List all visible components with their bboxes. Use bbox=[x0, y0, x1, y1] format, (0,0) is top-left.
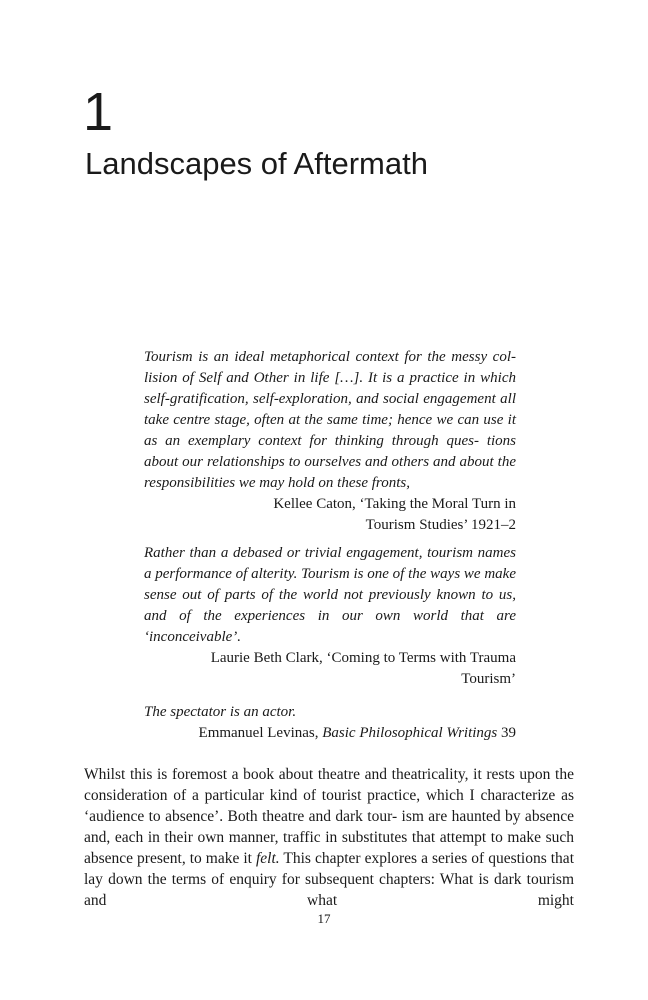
chapter-title: Landscapes of Aftermath bbox=[85, 146, 428, 181]
body-emphasis: felt. bbox=[255, 850, 280, 867]
epigraph-caton bbox=[144, 347, 516, 536]
epigraph-text: The spectator is an actor. bbox=[144, 704, 297, 720]
chapter-number: 1 bbox=[83, 82, 114, 142]
epigraph-text: Tourism is an ideal metaphorical context for the messy col- lision of Self and Other in life […]. It is a practice in which self-gratification, self-exploration, and social engagement all take centre stage, often at the same time; hence we can use it as an exemplary context for thinking through ques- tions about our relationships to ourselves and others and about the responsibilities we may hold on these fronts, bbox=[144, 349, 516, 491]
body-paragraph bbox=[84, 764, 574, 911]
epigraph-clark bbox=[144, 543, 516, 690]
epigraph-source: Kellee Caton, ‘Taking the Moral Turn in bbox=[273, 496, 516, 512]
epigraph-text: Rather than a debased or trivial engagement, tourism names a performance of alterity. Tourism is one of the ways we make sense out of parts of the world not previously known to us, and of the experiences in our own world that are ‘inconceivable’. bbox=[144, 545, 516, 645]
page-number: 17 bbox=[317, 911, 331, 926]
body-text-part: This chapter explores a series of questions that lay down the terms of enquiry for subsequent chapters: What is dark tourism and what might bbox=[84, 850, 574, 909]
source-title: Basic Philosophical Writings bbox=[322, 725, 498, 741]
epigraph-source: Tourism Studies’ 1921–2 bbox=[365, 517, 516, 533]
epigraph-levinas bbox=[144, 702, 516, 744]
epigraph-source bbox=[144, 723, 516, 744]
epigraph-source: Laurie Beth Clark, ‘Coming to Terms with Trauma bbox=[210, 650, 516, 666]
epigraph-source: Tourism’ bbox=[461, 671, 516, 687]
source-page: 39 bbox=[497, 725, 516, 741]
body-text-part: Whilst this is foremost a book about theatre and theatricality, it rests upon the consideration of a particular kind of tourist practice, which I characterize as ‘audience to absence’. Both theatre and dark tour- ism are haunted by absence and, each in their own manner, traffic in substitutes that attempt to make such absence present, to make it bbox=[84, 766, 574, 867]
source-author: Emmanuel Levinas, bbox=[198, 725, 323, 741]
